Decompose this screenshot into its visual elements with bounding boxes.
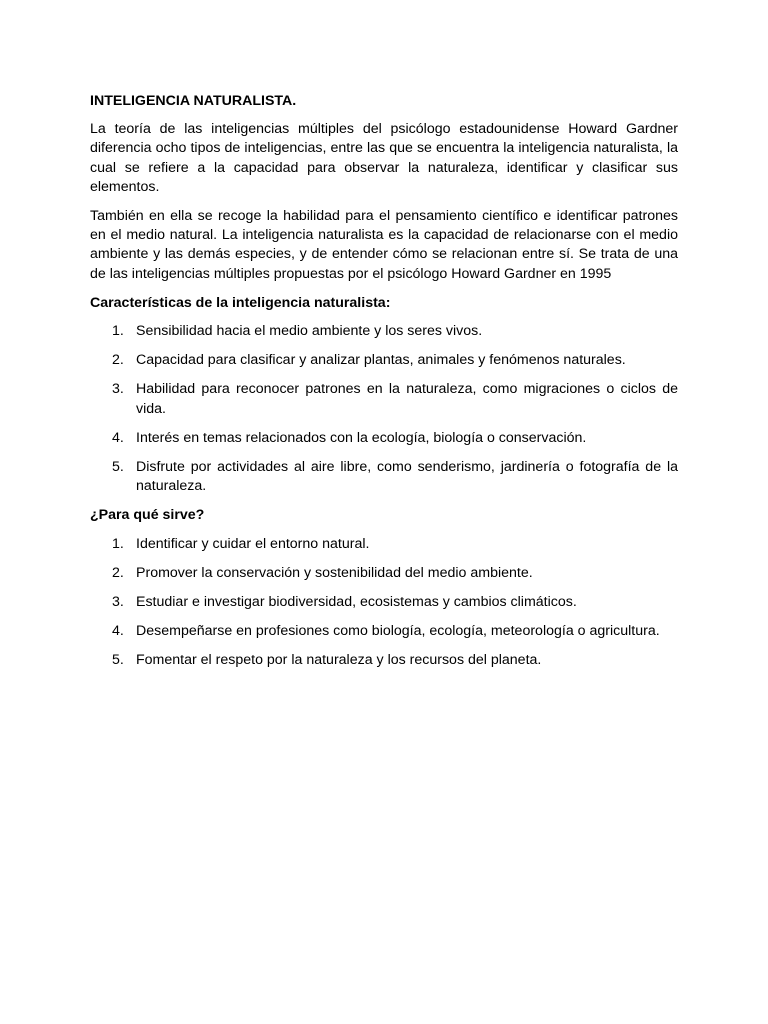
list-number: 4. <box>112 429 124 446</box>
list-number: 4. <box>112 623 124 640</box>
list-item <box>90 351 678 370</box>
uses-heading: ¿Para qué sirve? <box>90 507 205 524</box>
list-item-text: Identificar y cuidar el entorno natural. <box>136 535 370 552</box>
list-item <box>90 380 678 418</box>
list-item-text: Desempeñarse en profesiones como biología, ecología, meteorología o agricultura. <box>136 623 660 640</box>
list-item <box>90 322 678 341</box>
characteristics-list <box>90 322 678 496</box>
list-number: 3. <box>112 594 124 611</box>
list-item <box>90 564 678 583</box>
document-title: INTELIGENCIA NATURALISTA. <box>90 93 297 109</box>
characteristics-heading: Características de la inteligencia naturalista: <box>90 294 391 311</box>
list-item-text: Promover la conservación y sostenibilidad del medio ambiente. <box>136 564 533 581</box>
list-item-text: Estudiar e investigar biodiversidad, ecosistemas y cambios climáticos. <box>136 594 577 611</box>
list-number: 5. <box>112 459 124 476</box>
list-item-text: Capacidad para clasificar y analizar plantas, animales y fenómenos naturales. <box>136 352 626 369</box>
list-item-text: Habilidad para reconocer patrones en la naturaleza, como migraciones o ciclos de vida. <box>136 381 678 417</box>
list-item <box>90 593 678 612</box>
list-item-text: Disfrute por actividades al aire libre, como senderismo, jardinería o fotografía de la naturaleza. <box>136 459 678 495</box>
list-item-text: Fomentar el respeto por la naturaleza y los recursos del planeta. <box>136 652 542 669</box>
list-item <box>90 622 678 641</box>
list-item <box>90 651 678 670</box>
list-item-text: Sensibilidad hacia el medio ambiente y los seres vivos. <box>136 323 483 340</box>
list-number: 2. <box>112 564 124 581</box>
list-number: 1. <box>112 323 124 340</box>
list-number: 5. <box>112 652 124 669</box>
list-number: 2. <box>112 352 124 369</box>
list-item <box>90 458 678 496</box>
description-paragraph: También en ella se recoge la habilidad para el pensamiento científico e identificar patrones en el medio natural. La inteligencia naturalista es la capacidad de relacionarse con el medio ambiente y las demás especies, y de entender cómo se relacionan entre sí. Se trata de una de las inteligencias múltiples propuestas por el psicólogo Howard Gardner en 1995 <box>90 208 678 282</box>
intro-paragraph: La teoría de las inteligencias múltiples del psicólogo estadounidense Howard Gardner diferencia ocho tipos de inteligencias, entre las que se encuentra la inteligencia naturalista, la cual se refiere a la capacidad para observar la naturaleza, identificar y clasificar sus elementos. <box>90 121 678 195</box>
list-number: 3. <box>112 381 124 398</box>
uses-list <box>90 535 678 671</box>
list-item <box>90 429 678 448</box>
list-number: 1. <box>112 535 124 552</box>
list-item <box>90 535 678 554</box>
list-item-text: Interés en temas relacionados con la ecología, biología o conservación. <box>136 429 587 446</box>
